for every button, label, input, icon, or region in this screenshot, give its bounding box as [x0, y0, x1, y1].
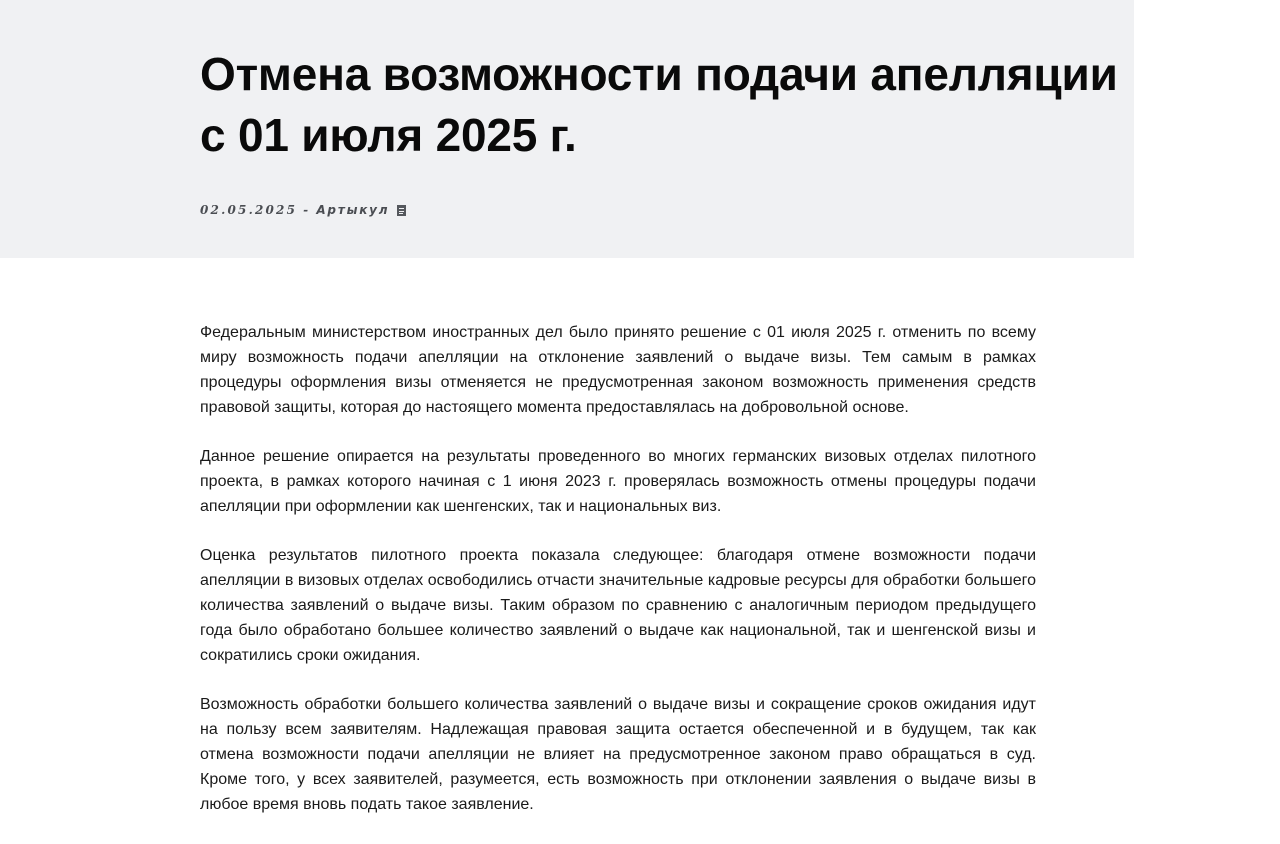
article-paragraph: Федеральным министерством иностранных дел было принято решение с 01 июля 2025 г. отменить по всему миру возможность подачи апелляции на отклонение заявлений о выдаче визы. Тем самым в рамках процедуры оформления визы отменяется не предусмотренная законом возможность применения средств правовой защиты, которая до настоящего момента предоставлялась на добровольной основе. [200, 324, 1036, 416]
article-body [200, 320, 1036, 841]
article-paragraph: Данное решение опирается на результаты проведенного во многих германских визовых отделах пилотного проекта, в рамках которого начиная с 1 июня 2023 г. проверялась возможность отмены процедуры подачи апелляции при оформлении как шенгенских, так и национальных виз. [200, 448, 1036, 515]
article-paragraph: Возможность обработки большего количества заявлений о выдаче визы и сокращение сроков ожидания идут на пользу всем заявителям. Надлежащая правовая защита остается обеспеченной и в будущем, так как отмена возможности подачи апелляции не влияет на предусмотренное законом право обращаться в суд. Кроме того, у всех заявителей, разумеется, есть возможность при отклонении заявления о выдаче визы в любое время вновь подать такое заявление. [200, 696, 1036, 813]
article-category[interactable]: Артыкул [316, 203, 390, 217]
page-title: Отмена возможности подачи апелляции с 01 июля 2025 г. [200, 48, 1118, 161]
meta-separator: - [303, 203, 311, 217]
article-meta [200, 203, 406, 217]
article-paragraph: Оценка результатов пилотного проекта показала следующее: благодаря отмене возможности подачи апелляции в визовых отделах освободились отчасти значительные кадровые ресурсы для обработки большего количества заявлений о выдаче визы. Таким образом по сравнению с аналогичным периодом предыдущего года было обработано большее количество заявлений о выдаче как национальной, так и шенгенской визы и сократились сроки ожидания. [200, 547, 1036, 664]
document-icon [397, 205, 406, 216]
article-date: 02.05.2025 [200, 203, 298, 217]
article-header [0, 0, 1134, 258]
